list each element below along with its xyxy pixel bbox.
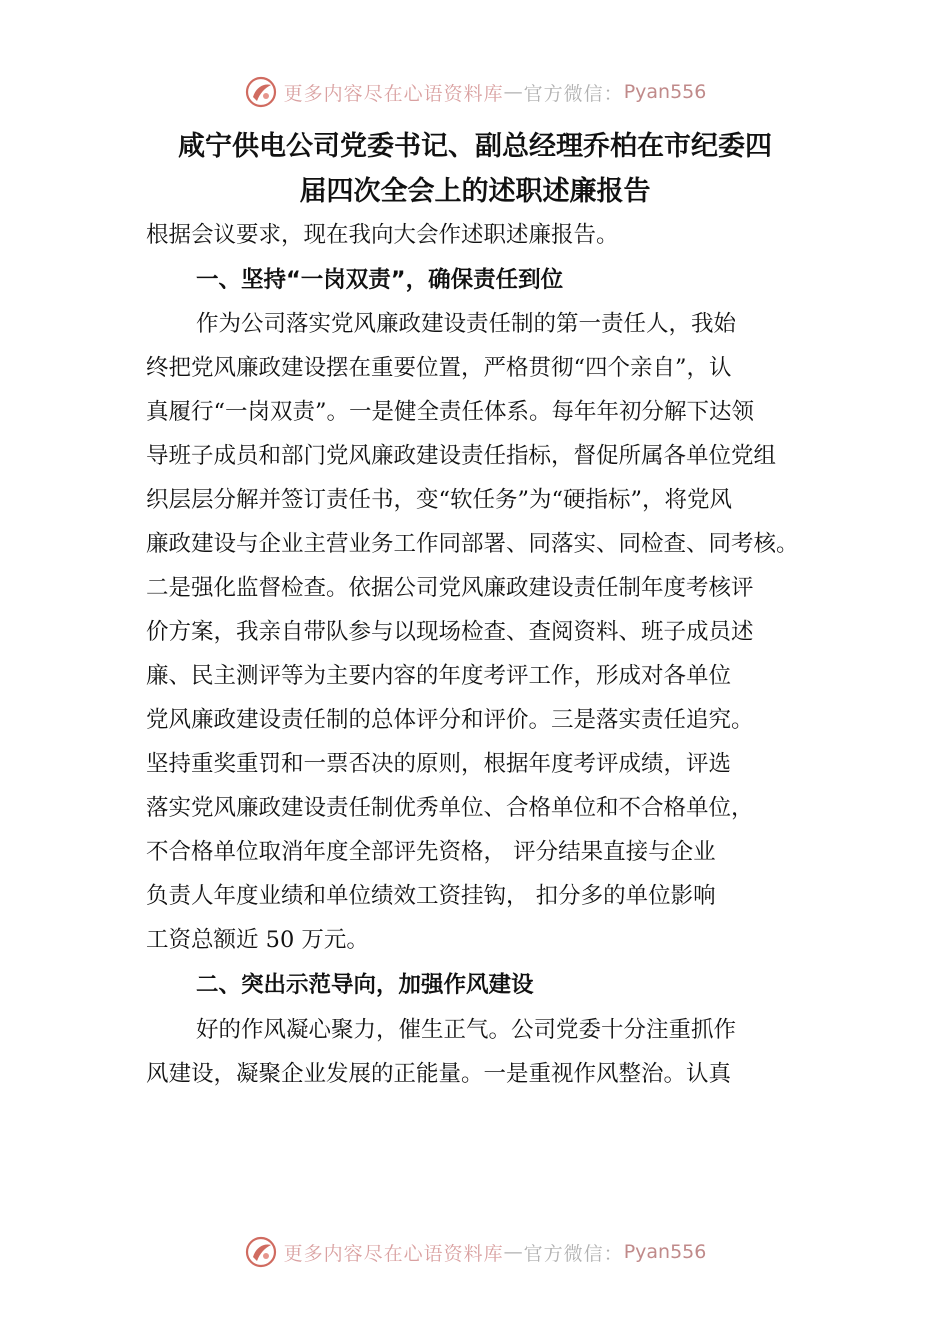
watermark-logo-icon <box>244 1235 278 1269</box>
body-line: 廉、民主测评等为主要内容的年度考评工作，形成对各单位 <box>146 663 732 689</box>
watermark-header <box>0 72 950 112</box>
body-line: 织层层分解并签订责任书，变“软任务”为“硬指标”，将党风 <box>146 487 733 513</box>
body-line: 落实党风廉政建设责任制优秀单位、合格单位和不合格单位， <box>146 795 754 821</box>
body-line: 风建设，凝聚企业发展的正能量。一是重视作风整治。认真 <box>146 1061 732 1087</box>
document-title-line-2: 届四次全会上的述职述廉报告 <box>299 176 651 207</box>
body-line: 坚持重奖重罚和一票否决的原则，根据年度考评成绩，评选 <box>146 751 732 777</box>
watermark-separator: — <box>503 1241 524 1263</box>
document-title-line-1: 咸宁供电公司党委书记、副总经理乔柏在市纪委四 <box>178 131 772 162</box>
watermark-wechat-id: Pyan556 <box>623 81 707 103</box>
watermark-wechat-label: 官方微信： <box>523 1242 624 1265</box>
body-line: 廉政建设与企业主营业务工作同部署、同落实、同检查、同考核。 <box>146 531 799 557</box>
watermark-wechat-id: Pyan556 <box>623 1241 707 1263</box>
body-line: 真履行“一岗双责”。一是健全责任体系。每年年初分解下达领 <box>146 399 755 425</box>
watermark-site-name: 更多内容尽在心语资料库 <box>283 1242 504 1265</box>
body-line: 价方案，我亲自带队参与以现场检查、查阅资料、班子成员述 <box>146 619 754 645</box>
watermark-wechat-label: 官方微信： <box>523 82 624 105</box>
intro-paragraph: 根据会议要求，现在我向大会作述职述廉报告。 <box>146 222 619 248</box>
body-line: 终把党风廉政建设摆在重要位置，严格贯彻“四个亲自”，认 <box>146 355 732 381</box>
section-1-heading: 一、坚持“一岗双责”，确保责任到位 <box>196 267 564 293</box>
body-line: 工资总额近 50 万元。 <box>146 927 369 953</box>
body-line: 党风廉政建设责任制的总体评分和评价。三是落实责任追究。 <box>146 707 754 733</box>
body-line: 作为公司落实党风廉政建设责任制的第一责任人，我始 <box>196 311 737 337</box>
body-line: 好的作风凝心聚力，催生正气。公司党委十分注重抓作 <box>196 1017 737 1043</box>
body-line: 不合格单位取消年度全部评先资格， 评分结果直接与企业 <box>146 839 716 865</box>
watermark-site-name: 更多内容尽在心语资料库 <box>283 82 504 105</box>
section-2-heading: 二、突出示范导向，加强作风建设 <box>196 972 534 998</box>
body-line: 导班子成员和部门党风廉政建设责任指标，督促所属各单位党组 <box>146 443 777 469</box>
watermark-footer <box>0 1232 950 1272</box>
watermark-separator: — <box>503 81 524 103</box>
body-line: 负责人年度业绩和单位绩效工资挂钩， 扣分多的单位影响 <box>146 883 716 909</box>
body-line: 二是强化监督检查。依据公司党风廉政建设责任制年度考核评 <box>146 575 754 601</box>
watermark-logo-icon <box>244 75 278 109</box>
